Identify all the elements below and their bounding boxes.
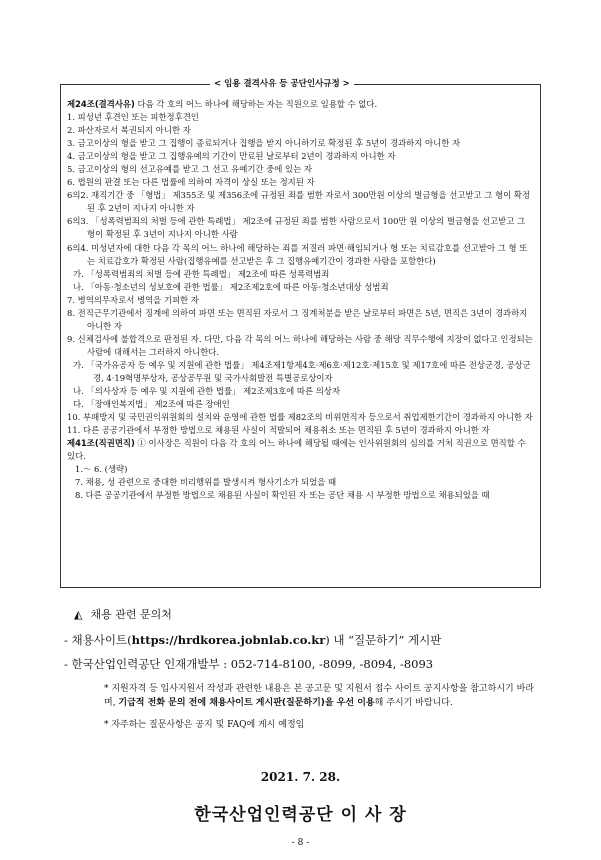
box-title: < 임용 결격사유 등 공단인사규정 > bbox=[210, 77, 354, 89]
announcement-date: 2021. 7. 28. bbox=[260, 770, 341, 784]
contact-heading-text: 채용 관련 문의처 bbox=[90, 608, 172, 621]
rule-line: 나. 「의사상자 등 예우 및 지원에 관한 법률」 제2조제3호에 따른 의상자 bbox=[73, 386, 341, 397]
rule-line: 가. 「성폭력범죄의 처벌 등에 관한 특례법」 제2조에 따른 성폭력범죄 bbox=[73, 268, 330, 279]
page-number: - 8 - bbox=[291, 838, 310, 848]
rule-line: 제41조(직권면직) ① 이사장은 직원이 다음 각 호의 어느 하나에 해당될 때에는 인사위원회의 심의를 거처 직권으로 면직할 수 있다. bbox=[67, 438, 526, 462]
rule-line: 6의4. 미성년자에 대한 다음 각 목의 어느 하나에 해당하는 죄를 저질러 파면·해임되거나 형 또는 치료감호를 선고받아 그 형 또는 치료감호가 확정된 사람(집행유예를 선고받은 후 그 집행유예기간이 경과한 사람을 포함한다) bbox=[67, 242, 528, 266]
triangle-marker-icon: ◭ bbox=[74, 608, 83, 621]
rule-line: 7. 채용, 성 관련으로 중대한 비리행위를 발생시켜 형사기소가 되었을 때 bbox=[75, 477, 337, 488]
recruit-site-line: - 채용사이트(https://hrdkorea.jobnlab.co.kr) 내 “질문하기” 게시판 bbox=[64, 633, 442, 647]
rule-line: 2. 파산자로서 복권되지 아니한 자 bbox=[67, 125, 191, 136]
rule-line: 가. 「국가유공자 등 예우 및 지원에 관한 법률」 제4조제1항제4호·제6호·제12호·제15호 및 제17호에 따른 전상군경, 공상군경, 4·19혁명부상자, 공상공무원 및 국가사회발전 특별공로상이자 bbox=[73, 359, 531, 383]
rule-line: 5. 금고이상의 형의 선고유예를 받고 그 선고 유예기간 중에 있는 자 bbox=[67, 164, 312, 175]
rule-line: 3. 금고이상의 형을 받고 그 집행이 종료되거나 집행을 받지 아니하기로 확정된 후 5년이 경과하지 아니한 자 bbox=[67, 138, 461, 149]
rule-line: 8. 전직근무기관에서 징계에 의하여 파면 또는 면직된 자로서 그 징계처분을 받은 날로부터 파면은 5년, 면직은 3년이 경과하지 아니한 자 bbox=[67, 307, 528, 331]
rule-line: 7. 병역의무자로서 병역을 기피한 자 bbox=[67, 294, 199, 305]
issuer-signature: 한국산업인력공단 이 사 장 bbox=[194, 805, 407, 825]
rule-line: 제24조(결격사유) 다음 각 호의 어느 하나에 해당하는 자는 직원으로 임용할 수 없다. bbox=[67, 99, 378, 109]
note-1: * 지원자격 등 입사지원서 작성과 관련한 내용은 본 공고문 및 지원서 접수 사이트 공지사항을 참고하시기 바라며, 기급적 전화 문의 전에 채용사이트 게시판(질문하기)을 우선 이용해 주시기 바랍니다. bbox=[104, 684, 534, 708]
rule-line: 11. 다른 공공기관에서 부정한 방법으로 채용된 사실이 적발되어 채용취소 또는 면직된 후 5년이 경과하지 아니한 자 bbox=[67, 425, 490, 436]
rule-line: 다. 「장애인복지법」 제2조에 따른 장애인 bbox=[73, 399, 230, 410]
note-2: * 자주하는 질문사항은 공지 및 FAQ에 게시 예정임 bbox=[104, 720, 305, 730]
rule-line: 6의3. 「성폭력범죄의 처벌 등에 관한 특례법」 제2조에 규정된 죄를 범한 사람으로서 100만 원 이상의 벌금형을 선고받고 그 형이 확정된 후 3년이 지나지 아니한 사람 bbox=[67, 216, 526, 240]
rule-line: 9. 신체검사에 불합격으로 판정된 자. 다만, 다음 각 목의 어느 하나에 해당하는 사람 중 해당 직무수행에 지장이 없다고 인정되는 사람에 대해서는 그러하지 아니한다. bbox=[67, 333, 533, 357]
rule-line: 6. 법원의 판결 또는 다른 법률에 의하여 자격이 상실 또는 정지된 자 bbox=[67, 177, 315, 188]
rule-line: 10. 부패방지 및 국민권익위원회의 설치와 운영에 관한 법률 제82조의 비위면직자 등으로서 취업제한기간이 경과하지 아니한 자 bbox=[67, 412, 533, 423]
rule-line: 1.～ 6. (생략) bbox=[75, 464, 128, 475]
contact-heading bbox=[74, 606, 172, 622]
rule-line: 나. 「아동·청소년의 성보호에 관한 법률」 제2조제2호에 따른 아동·청소년대상 성범죄 bbox=[73, 281, 389, 292]
rule-line: 6의2. 재직기간 중 「형법」 제355조 및 제356조에 규정된 죄를 범한 자로서 300만원 이상의 벌금형을 선고받고 그 형이 확정된 후 2년이 지나지 아니한 자 bbox=[67, 190, 531, 214]
rules-list bbox=[67, 98, 535, 502]
rule-line: 1. 피성년 후견인 또는 피한정후견인 bbox=[67, 112, 199, 123]
rule-line: 8. 다른 공공기관에서 부정한 방법으로 채용된 사실이 확인된 자 또는 공단 채용 시 부정한 방법으로 채용되었을 때 bbox=[75, 490, 490, 501]
phone-line: - 한국산업인력공단 인재개발부 : 052-714-8100, -8099, -8094, -8093 bbox=[64, 657, 434, 671]
recruit-site-link[interactable]: https://hrdkorea.jobnlab.co.kr bbox=[131, 633, 326, 647]
rule-line: 4. 금고이상의 형을 받고 그 집행유예의 기간이 만료된 날로부터 2년이 경과하지 아니한 자 bbox=[67, 151, 396, 162]
